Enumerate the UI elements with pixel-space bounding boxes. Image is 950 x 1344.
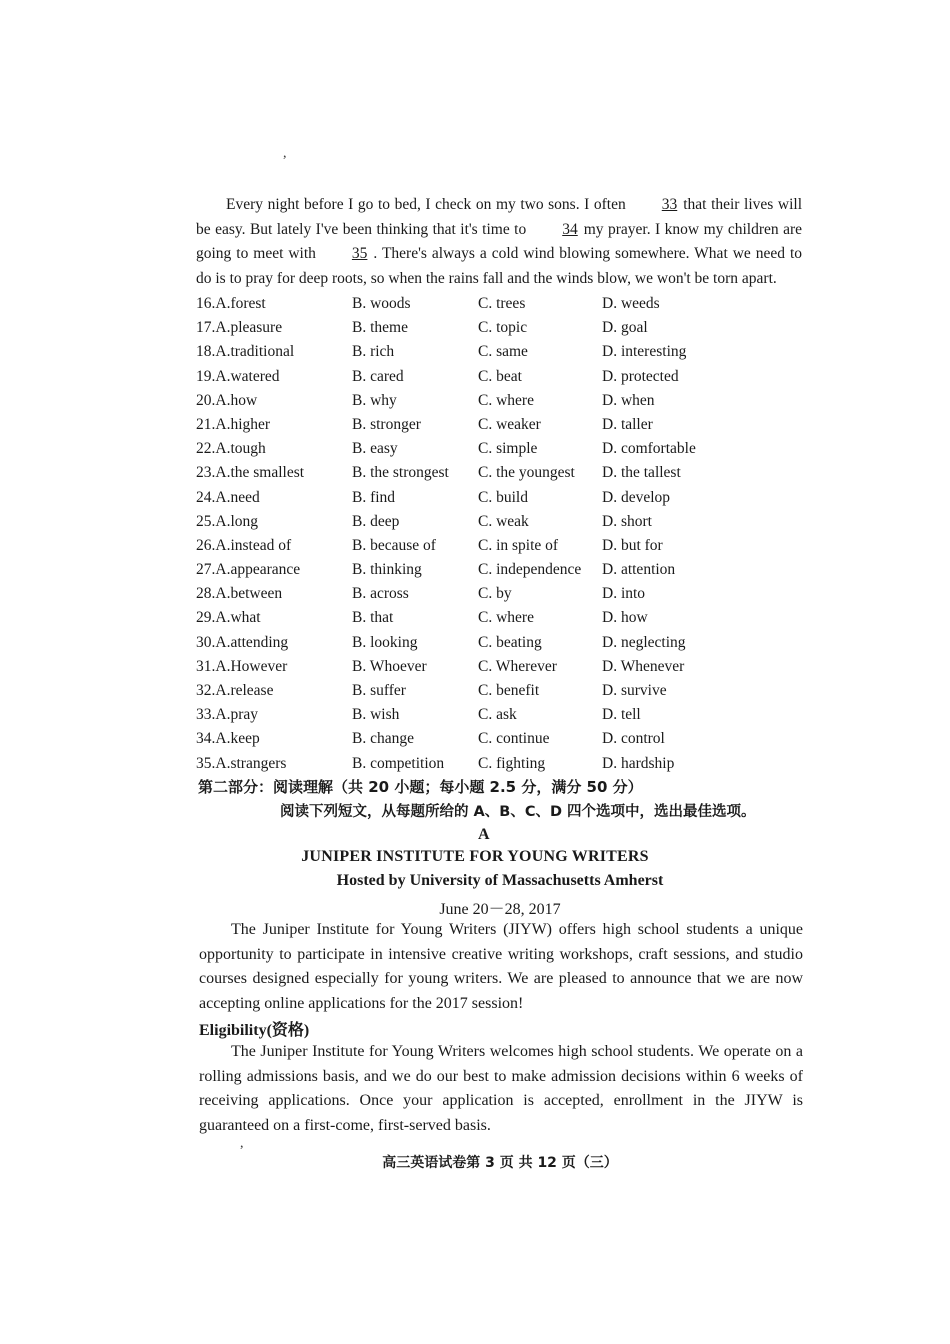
blank-35: 35 xyxy=(351,245,368,262)
eligibility-paragraph xyxy=(199,1040,803,1138)
question-row xyxy=(196,461,816,485)
option-d: D. survive xyxy=(602,682,667,699)
option-b: B. competition xyxy=(352,754,445,772)
option-b: B. cared xyxy=(352,367,404,385)
notice-date: June 20－28, 2017 xyxy=(439,901,561,918)
option-c: C. ask xyxy=(478,706,517,724)
option-c: C. beat xyxy=(478,367,522,385)
option-b: B. deep xyxy=(352,512,400,530)
stray-mark: , xyxy=(283,146,287,161)
option-d: D. tell xyxy=(602,706,641,724)
option-a: 30.A.attending xyxy=(196,633,289,651)
option-a: 23.A.the smallest xyxy=(196,464,305,482)
option-b: B. wish xyxy=(352,706,400,724)
option-d: D. taller xyxy=(602,415,653,433)
question-row xyxy=(196,631,816,655)
question-row xyxy=(196,606,816,630)
intro-text: The Juniper Institute for Young Writers (JIYW) offers high school students a unique opportunity to participate in intensive creative writing workshops, craft sessions, and studio courses designed especially for young writers. We are pleased to announce that we are now accepting online applications for the 2017 session! xyxy=(199,921,803,1012)
option-d: D. attention xyxy=(602,561,676,579)
option-c: C. beating xyxy=(478,633,542,651)
option-b: B. thinking xyxy=(352,561,422,579)
option-b: B. because of xyxy=(352,536,436,554)
question-row xyxy=(196,389,816,413)
option-c: C. simple xyxy=(478,440,538,458)
option-a: 17.A.pleasure xyxy=(196,319,283,337)
page-footer: 高三英语试卷第 3 页 共 12 页（三） xyxy=(382,1155,618,1171)
option-a: 22.A.tough xyxy=(196,440,266,458)
passage-text: . There's always a cold wind blowing somewhere. What we need to do is to pray for deep roots, so when the rains fall and the winds blow, we won't be torn apart. xyxy=(196,245,802,287)
option-b: B. theme xyxy=(352,319,408,337)
question-row xyxy=(196,534,816,558)
option-c: C. continue xyxy=(478,730,550,748)
option-b: B. woods xyxy=(352,295,411,312)
option-b: B. change xyxy=(352,730,414,748)
option-a: 21.A.higher xyxy=(196,415,271,433)
question-row xyxy=(196,340,816,364)
notice-title: JUNIPER INSTITUTE FOR YOUNG WRITERS xyxy=(301,848,649,865)
option-c: C. the youngest xyxy=(478,464,575,482)
option-a: 31.A.However xyxy=(196,657,288,675)
passage-text: my prayer. I know my children are going to meet with xyxy=(196,220,802,262)
option-a: 27.A.appearance xyxy=(196,561,301,579)
option-c: C. trees xyxy=(478,295,526,312)
option-c: C. same xyxy=(478,343,528,361)
option-c: C. topic xyxy=(478,319,528,337)
option-d: D. control xyxy=(602,730,665,748)
option-b: B. that xyxy=(352,609,394,627)
option-a: 19.A.watered xyxy=(196,367,280,385)
option-a: 33.A.pray xyxy=(196,706,258,724)
option-b: B. rich xyxy=(352,343,395,361)
question-row xyxy=(196,703,816,727)
section-heading: 第二部分：阅读理解（共 20 小题；每小题 2.5 分，满分 50 分） xyxy=(198,778,643,796)
question-row xyxy=(196,655,816,679)
question-row xyxy=(196,486,816,510)
question-row xyxy=(196,510,816,534)
eligibility-text: The Juniper Institute for Young Writers welcomes high school students. We operate on a rolling admissions basis, and we do our best to make admission decisions within 6 weeks of receiving applications. Once your application is accepted, enrollment in the JIYW is guaranteed on a first-come, first-served basis. xyxy=(199,1043,803,1134)
option-d: D. protected xyxy=(602,367,679,385)
option-d: D. weeds xyxy=(602,295,660,312)
eligibility-heading: Eligibility(资格) xyxy=(199,1022,310,1039)
options-list xyxy=(196,292,816,776)
option-c: C. by xyxy=(478,585,512,603)
option-a: 28.A.between xyxy=(196,585,283,603)
passage-text: Every night before I go to bed, I check on my two sons. I often xyxy=(226,196,626,213)
option-c: C. independence xyxy=(478,561,582,579)
blank-34: 34 xyxy=(562,220,578,238)
option-d: D. neglecting xyxy=(602,633,686,651)
option-a: 18.A.traditional xyxy=(196,343,295,361)
option-a: 35.A.strangers xyxy=(196,754,287,772)
option-c: C. weak xyxy=(478,512,529,530)
option-b: B. Whoever xyxy=(352,657,427,675)
option-d: D. the tallest xyxy=(602,464,681,482)
option-a: 29.A.what xyxy=(196,609,261,627)
option-d: D. goal xyxy=(602,319,648,337)
question-row xyxy=(196,558,816,582)
cloze-passage xyxy=(196,193,802,291)
option-c: C. in spite of xyxy=(478,536,559,554)
option-d: D. short xyxy=(602,512,652,530)
passage-text: that their lives will be easy. But lately I've been thinking that it's time to xyxy=(196,196,802,238)
option-c: C. where xyxy=(478,609,534,627)
option-a: 32.A.release xyxy=(196,682,274,699)
option-d: D. but for xyxy=(602,536,663,554)
cloze-paragraph xyxy=(196,193,802,291)
option-d: D. interesting xyxy=(602,343,687,361)
option-b: B. looking xyxy=(352,633,418,651)
option-a: 16.A.forest xyxy=(196,295,266,312)
passage-letter: A xyxy=(478,826,490,843)
blank-33: 33 xyxy=(661,196,678,213)
question-row xyxy=(196,582,816,606)
option-b: B. across xyxy=(352,585,409,603)
question-row xyxy=(196,365,816,389)
option-d: D. Whenever xyxy=(602,657,685,675)
question-row xyxy=(196,316,816,340)
option-b: B. find xyxy=(352,488,396,506)
option-c: C. build xyxy=(478,488,528,506)
question-row xyxy=(196,727,816,751)
option-b: B. stronger xyxy=(352,415,421,433)
option-a: 34.A.keep xyxy=(196,730,260,748)
option-d: D. how xyxy=(602,609,648,627)
option-b: B. easy xyxy=(352,440,398,458)
option-a: 24.A.need xyxy=(196,488,260,506)
option-c: C. benefit xyxy=(478,682,540,699)
option-d: D. into xyxy=(602,585,646,603)
option-c: C. where xyxy=(478,391,534,409)
option-a: 26.A.instead of xyxy=(196,536,292,554)
question-row xyxy=(196,679,816,703)
question-row xyxy=(196,292,816,316)
section-instruction: 阅读下列短文，从每题所给的 A、B、C、D 四个选项中，选出最佳选项。 xyxy=(280,804,756,820)
option-b: B. suffer xyxy=(352,682,406,699)
question-row xyxy=(196,413,816,437)
intro-paragraph xyxy=(199,918,803,1016)
option-d: D. comfortable xyxy=(602,440,696,458)
option-c: C. Wherever xyxy=(478,657,557,675)
option-d: D. when xyxy=(602,391,655,409)
notice-subtitle: Hosted by University of Massachusetts Amherst xyxy=(336,872,664,889)
option-d: D. hardship xyxy=(602,754,675,772)
stray-mark: , xyxy=(240,1136,244,1151)
option-d: D. develop xyxy=(602,488,671,506)
option-b: B. why xyxy=(352,391,397,409)
question-row xyxy=(196,752,816,776)
option-c: C. fighting xyxy=(478,754,546,772)
option-a: 20.A.how xyxy=(196,391,258,409)
option-a: 25.A.long xyxy=(196,512,258,530)
option-c: C. weaker xyxy=(478,415,541,433)
question-row xyxy=(196,437,816,461)
option-b: B. the strongest xyxy=(352,464,449,482)
